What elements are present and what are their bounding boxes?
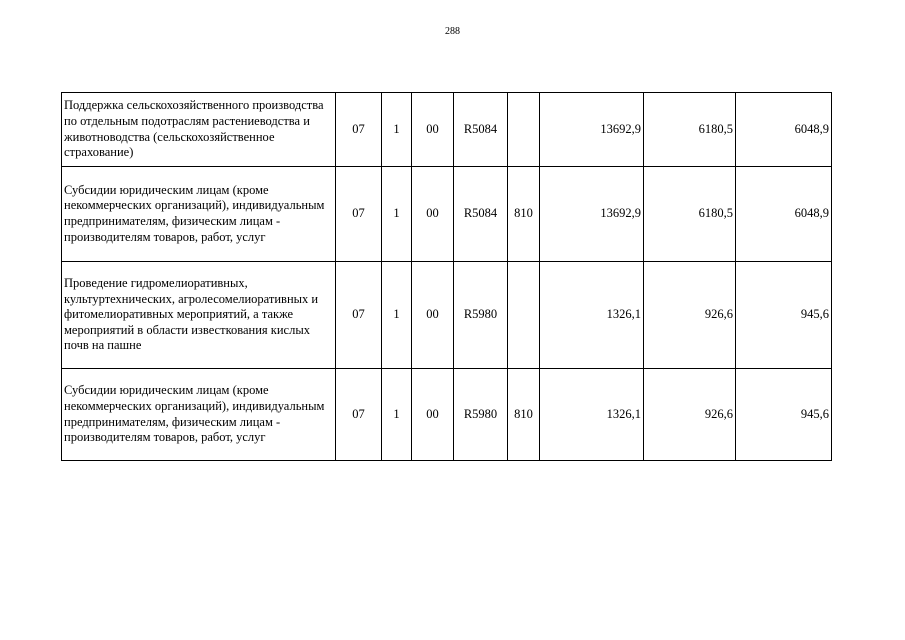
row-name: Проведение гидромелиоративных, культуртехнических, агролесомелиоративных и фитомелиоративных мероприятий, а также мероприятий в области известкования кислых почв на пашне (62, 262, 336, 369)
cell-expense-type: 810 (508, 167, 540, 262)
cell-amount-1: 13692,9 (540, 93, 644, 167)
cell-amount-2: 6180,5 (644, 93, 736, 167)
row-name: Субсидии юридическим лицам (кроме некоммерческих организаций), индивидуальным предпринимателям, физическим лицам - производителям товаров, работ, услуг (62, 369, 336, 461)
row-name: Поддержка сельскохозяйственного производства по отдельным подотраслям растениеводства и животноводства (сельскохозяйственное страхование) (62, 93, 336, 167)
cell-amount-1: 1326,1 (540, 262, 644, 369)
cell-expense-type: 810 (508, 369, 540, 461)
cell-section: 07 (336, 167, 382, 262)
cell-section: 07 (336, 262, 382, 369)
cell-expense-type (508, 262, 540, 369)
table-row (62, 93, 832, 167)
cell-section: 07 (336, 93, 382, 167)
cell-program: 00 (412, 369, 454, 461)
page-number: 288 (445, 26, 460, 37)
cell-program: 00 (412, 167, 454, 262)
cell-code: R5084 (454, 93, 508, 167)
cell-subsection: 1 (382, 262, 412, 369)
cell-code: R5980 (454, 369, 508, 461)
cell-amount-3: 945,6 (736, 369, 832, 461)
table-row (62, 167, 832, 262)
cell-amount-2: 6180,5 (644, 167, 736, 262)
cell-program: 00 (412, 93, 454, 167)
table-row (62, 262, 832, 369)
cell-amount-2: 926,6 (644, 369, 736, 461)
cell-amount-1: 13692,9 (540, 167, 644, 262)
cell-amount-1: 1326,1 (540, 369, 644, 461)
cell-amount-3: 945,6 (736, 262, 832, 369)
cell-amount-3: 6048,9 (736, 93, 832, 167)
row-name: Субсидии юридическим лицам (кроме некоммерческих организаций), индивидуальным предпринимателям, физическим лицам - производителям товаров, работ, услуг (62, 167, 336, 262)
cell-expense-type (508, 93, 540, 167)
budget-table (61, 92, 832, 461)
cell-code: R5980 (454, 262, 508, 369)
cell-amount-3: 6048,9 (736, 167, 832, 262)
cell-subsection: 1 (382, 369, 412, 461)
cell-code: R5084 (454, 167, 508, 262)
cell-section: 07 (336, 369, 382, 461)
cell-subsection: 1 (382, 93, 412, 167)
table-row (62, 369, 832, 461)
cell-program: 00 (412, 262, 454, 369)
cell-subsection: 1 (382, 167, 412, 262)
cell-amount-2: 926,6 (644, 262, 736, 369)
